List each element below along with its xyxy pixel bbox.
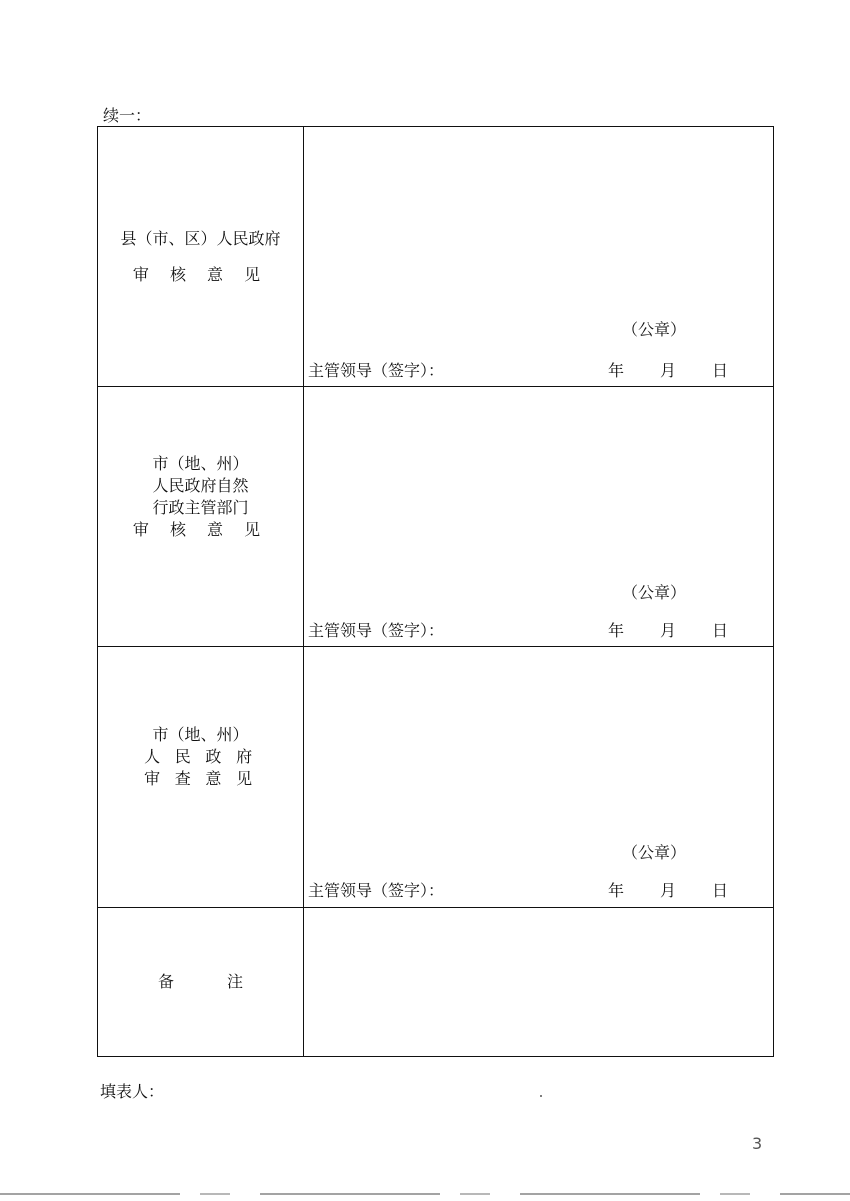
natural-resources-review-label [98, 387, 304, 646]
municipal-review-content[interactable] [304, 647, 773, 907]
county-review-label [98, 127, 304, 386]
natural-resources-review-content[interactable] [304, 387, 773, 646]
date-day-label: 日 [712, 881, 729, 900]
date-day-label: 日 [712, 621, 729, 640]
leader-signature-label: 主管领导（签字）： [308, 361, 445, 380]
official-seal-label: （公章） [622, 583, 687, 602]
remarks-label [98, 908, 304, 1056]
municipal-review-label [98, 647, 304, 907]
label-line: 审 核 意 见 [132, 519, 269, 539]
natural-resources-review-row [98, 387, 773, 647]
scan-bottom-edge [0, 1193, 850, 1195]
remarks-content[interactable] [304, 908, 773, 1056]
label-line: 人 民 政 府 [144, 747, 257, 766]
county-review-content[interactable] [304, 127, 773, 386]
date-year-label: 年 [608, 361, 625, 380]
scan-speck [540, 1095, 542, 1097]
leader-signature-label: 主管领导（签字）： [308, 881, 445, 900]
continued-label: 续一： [103, 106, 152, 125]
label-line: 人民政府自然 [152, 475, 249, 495]
leader-signature-label: 主管领导（签字）： [308, 621, 445, 640]
date-month-label: 月 [660, 361, 677, 380]
label-line: 审 查 意 见 [144, 769, 257, 788]
label-line: 市（地、州） [152, 725, 249, 744]
county-review-row [98, 127, 773, 387]
label-line: 市（地、州） [152, 453, 249, 473]
official-seal-label: （公章） [622, 320, 687, 339]
date-day-label: 日 [712, 361, 729, 380]
page-number: 3 [752, 1134, 763, 1153]
review-opinion-table [97, 126, 774, 1057]
date-month-label: 月 [660, 881, 677, 900]
label-line: 备 注 [157, 972, 268, 991]
date-month-label: 月 [660, 621, 677, 640]
date-year-label: 年 [608, 881, 625, 900]
label-line: 行政主管部门 [152, 497, 249, 517]
date-year-label: 年 [608, 621, 625, 640]
official-seal-label: （公章） [622, 843, 687, 862]
label-line: 县（市、区）人民政府 [120, 228, 281, 248]
remarks-row [98, 908, 773, 1056]
form-filler-label: 填表人： [100, 1082, 165, 1101]
label-line: 审 核 意 见 [132, 264, 269, 284]
municipal-review-row [98, 647, 773, 908]
